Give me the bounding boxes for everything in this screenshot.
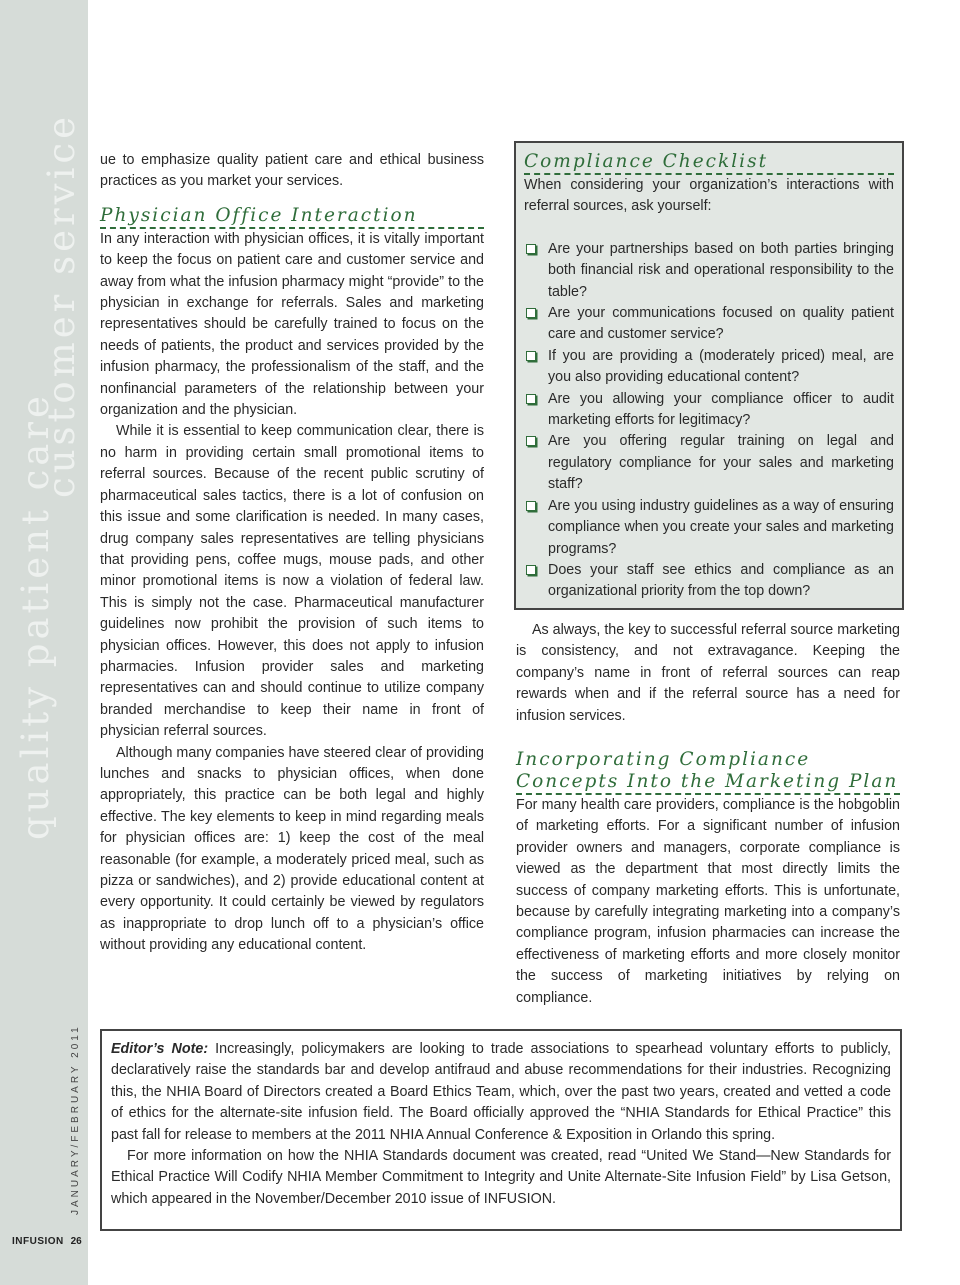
checklist-item-text: Does your staff see ethics and compliance as an organizational priority from the top down?	[548, 561, 894, 600]
checkbox-icon	[526, 351, 536, 361]
page-footer	[12, 1236, 82, 1247]
checklist-intro: When considering your organization’s interactions with referral sources, ask yourself:	[524, 177, 894, 215]
checklist-item-text: Are you offering regular training on legal and regulatory compliance for your sales and marketing staff?	[548, 433, 894, 493]
body-paragraph: Although many companies have steered clear of providing lunches and snacks to physician offices, when done appropriately, this practice can be both legal and highly effective. The key elements to keep in mind regarding meals for physician offices are: 1) keep the cost of the meal reasonable (for example, a moderately priced meal, such as pizza or sandwiches), and 2) provide educational content at every opportunity. It could certainly be viewed by regulators as inappropriate to drop lunch off to a physician’s office without providing any educational content.	[100, 744, 484, 954]
body-paragraph: As always, the key to successful referral source marketing is consistency, and not extravagance. Keeping the company’s name in front of referral sources can reap rewards when and if the referral source has a need for infusion services.	[516, 622, 900, 724]
checklist-item	[524, 389, 894, 432]
sidebar-vertical-text-1: quality patient care	[14, 392, 57, 840]
checkbox-icon	[526, 501, 536, 511]
checklist-item	[524, 346, 894, 389]
checklist-item	[524, 431, 894, 495]
body-paragraph: In any interaction with physician offices, it is vitally important to keep the focus on patient care and customer service and away from what the infusion pharmacy might “provide” to the physician in exchange for referrals. Sales and marketing representatives should be carefully trained to focus on the needs of patients, the product and services provided by the infusion pharmacy, the professionalism of the staff, and the nonfinancial parameters of the relationship between your organization and the physician.	[100, 230, 484, 419]
decorative-sidebar	[0, 0, 88, 1285]
right-column	[516, 620, 900, 1009]
checkbox-icon	[526, 565, 536, 575]
checkbox-icon	[526, 394, 536, 404]
checkbox-icon	[526, 244, 536, 254]
checklist-item-text: Are you using industry guidelines as a way of ensuring compliance when you create your sales and marketing programs?	[548, 497, 894, 557]
editors-note-box	[100, 1029, 902, 1231]
magazine-logo: INFUSION	[12, 1236, 64, 1247]
checklist-item	[524, 496, 894, 560]
checklist-item	[524, 560, 894, 603]
editors-note-paragraph	[111, 1039, 891, 1146]
editors-note-text: Increasingly, policymakers are looking to trade associations to spearhead voluntary efforts to publicly, declaratively raise the standards bar and develop antifraud and abuse recommendations for their industries. Recognizing this, the NHIA Board of Directors created a Board Ethics Team, which, over the past two years, created and vetted a code of ethics for the alternate-site infusion field. The Board officially approved the “NHIA Standards for Ethical Practice” this past fall for release to members at the 2011 NHIA Annual Conference & Exposition in Orlando this spring.	[111, 1041, 891, 1143]
issue-date: JANUARY/FEBRUARY 2011	[70, 1024, 81, 1215]
section-heading-physician-office: Physician Office Interaction	[100, 205, 484, 229]
left-column	[100, 150, 484, 957]
checklist-item	[524, 303, 894, 346]
intro-paragraph: ue to emphasize quality patient care and ethical business practices as you market your services.	[100, 152, 484, 190]
body-paragraph: While it is essential to keep communication clear, there is no harm in providing certain small promotional items to referral sources. Because of the recent public scrutiny of pharmaceutical sales tactics, there is a lot of confusion on this issue and some clarification is needed. In many cases, drug company sales representatives are telling physicians that providing pens, coffee mugs, mouse pads, and other minor promotional items is now a violation of federal law. This is simply not the case. Pharmaceutical manufacturer guidelines now prohibit the provision of such items to physician offices. However, this does not apply to infusion pharmacies. Infusion provider sales and marketing representatives can and should continue to utilize company branded merchandise to keep their name in front of physician referral sources.	[100, 423, 484, 740]
editors-note-label: Editor’s Note:	[111, 1041, 209, 1057]
sidebar-vertical-text-2: customer service	[40, 112, 83, 498]
checkbox-icon	[526, 308, 536, 318]
checklist-title: Compliance Checklist	[524, 151, 894, 175]
checkbox-icon	[526, 436, 536, 446]
checklist-item-text: If you are providing a (moderately priced) meal, are you also providing educational content?	[548, 347, 894, 386]
section-heading-compliance-concepts: Incorporating Compliance Concepts Into the Marketing Plan	[516, 749, 900, 795]
checklist-item-text: Are you allowing your compliance officer to audit marketing efforts for legitimacy?	[548, 390, 894, 429]
checklist-item-text: Are your partnerships based on both parties bringing both financial risk and operational responsibility to the table?	[548, 240, 894, 300]
editors-note-paragraph: For more information on how the NHIA Standards document was created, read “United We Stand—New Standards for Ethical Practice Will Codify NHIA Member Commitment to Integrity and Unite Alternate-Site Infusion Field” by Lisa Getson, which appeared in the November/December 2010 issue of INFUSION.	[111, 1148, 891, 1207]
body-paragraph: For many health care providers, compliance is the hobgoblin of marketing efforts. For a significant number of infusion provider owners and managers, corporate compliance is viewed as the department that most directly limits the success of company marketing efforts. This is unfortunate, because by carefully integrating marketing into a company’s compliance program, infusion pharmacies can increase the effectiveness of marketing efforts and more closely monitor the success of marketing initiatives by relying on compliance.	[516, 797, 900, 1006]
compliance-checklist-box	[514, 141, 904, 610]
checklist-item-text: Are your communications focused on quality patient care and customer service?	[548, 305, 894, 343]
checklist-items	[524, 239, 894, 603]
page-number: 26	[70, 1236, 82, 1247]
checklist-item	[524, 239, 894, 303]
